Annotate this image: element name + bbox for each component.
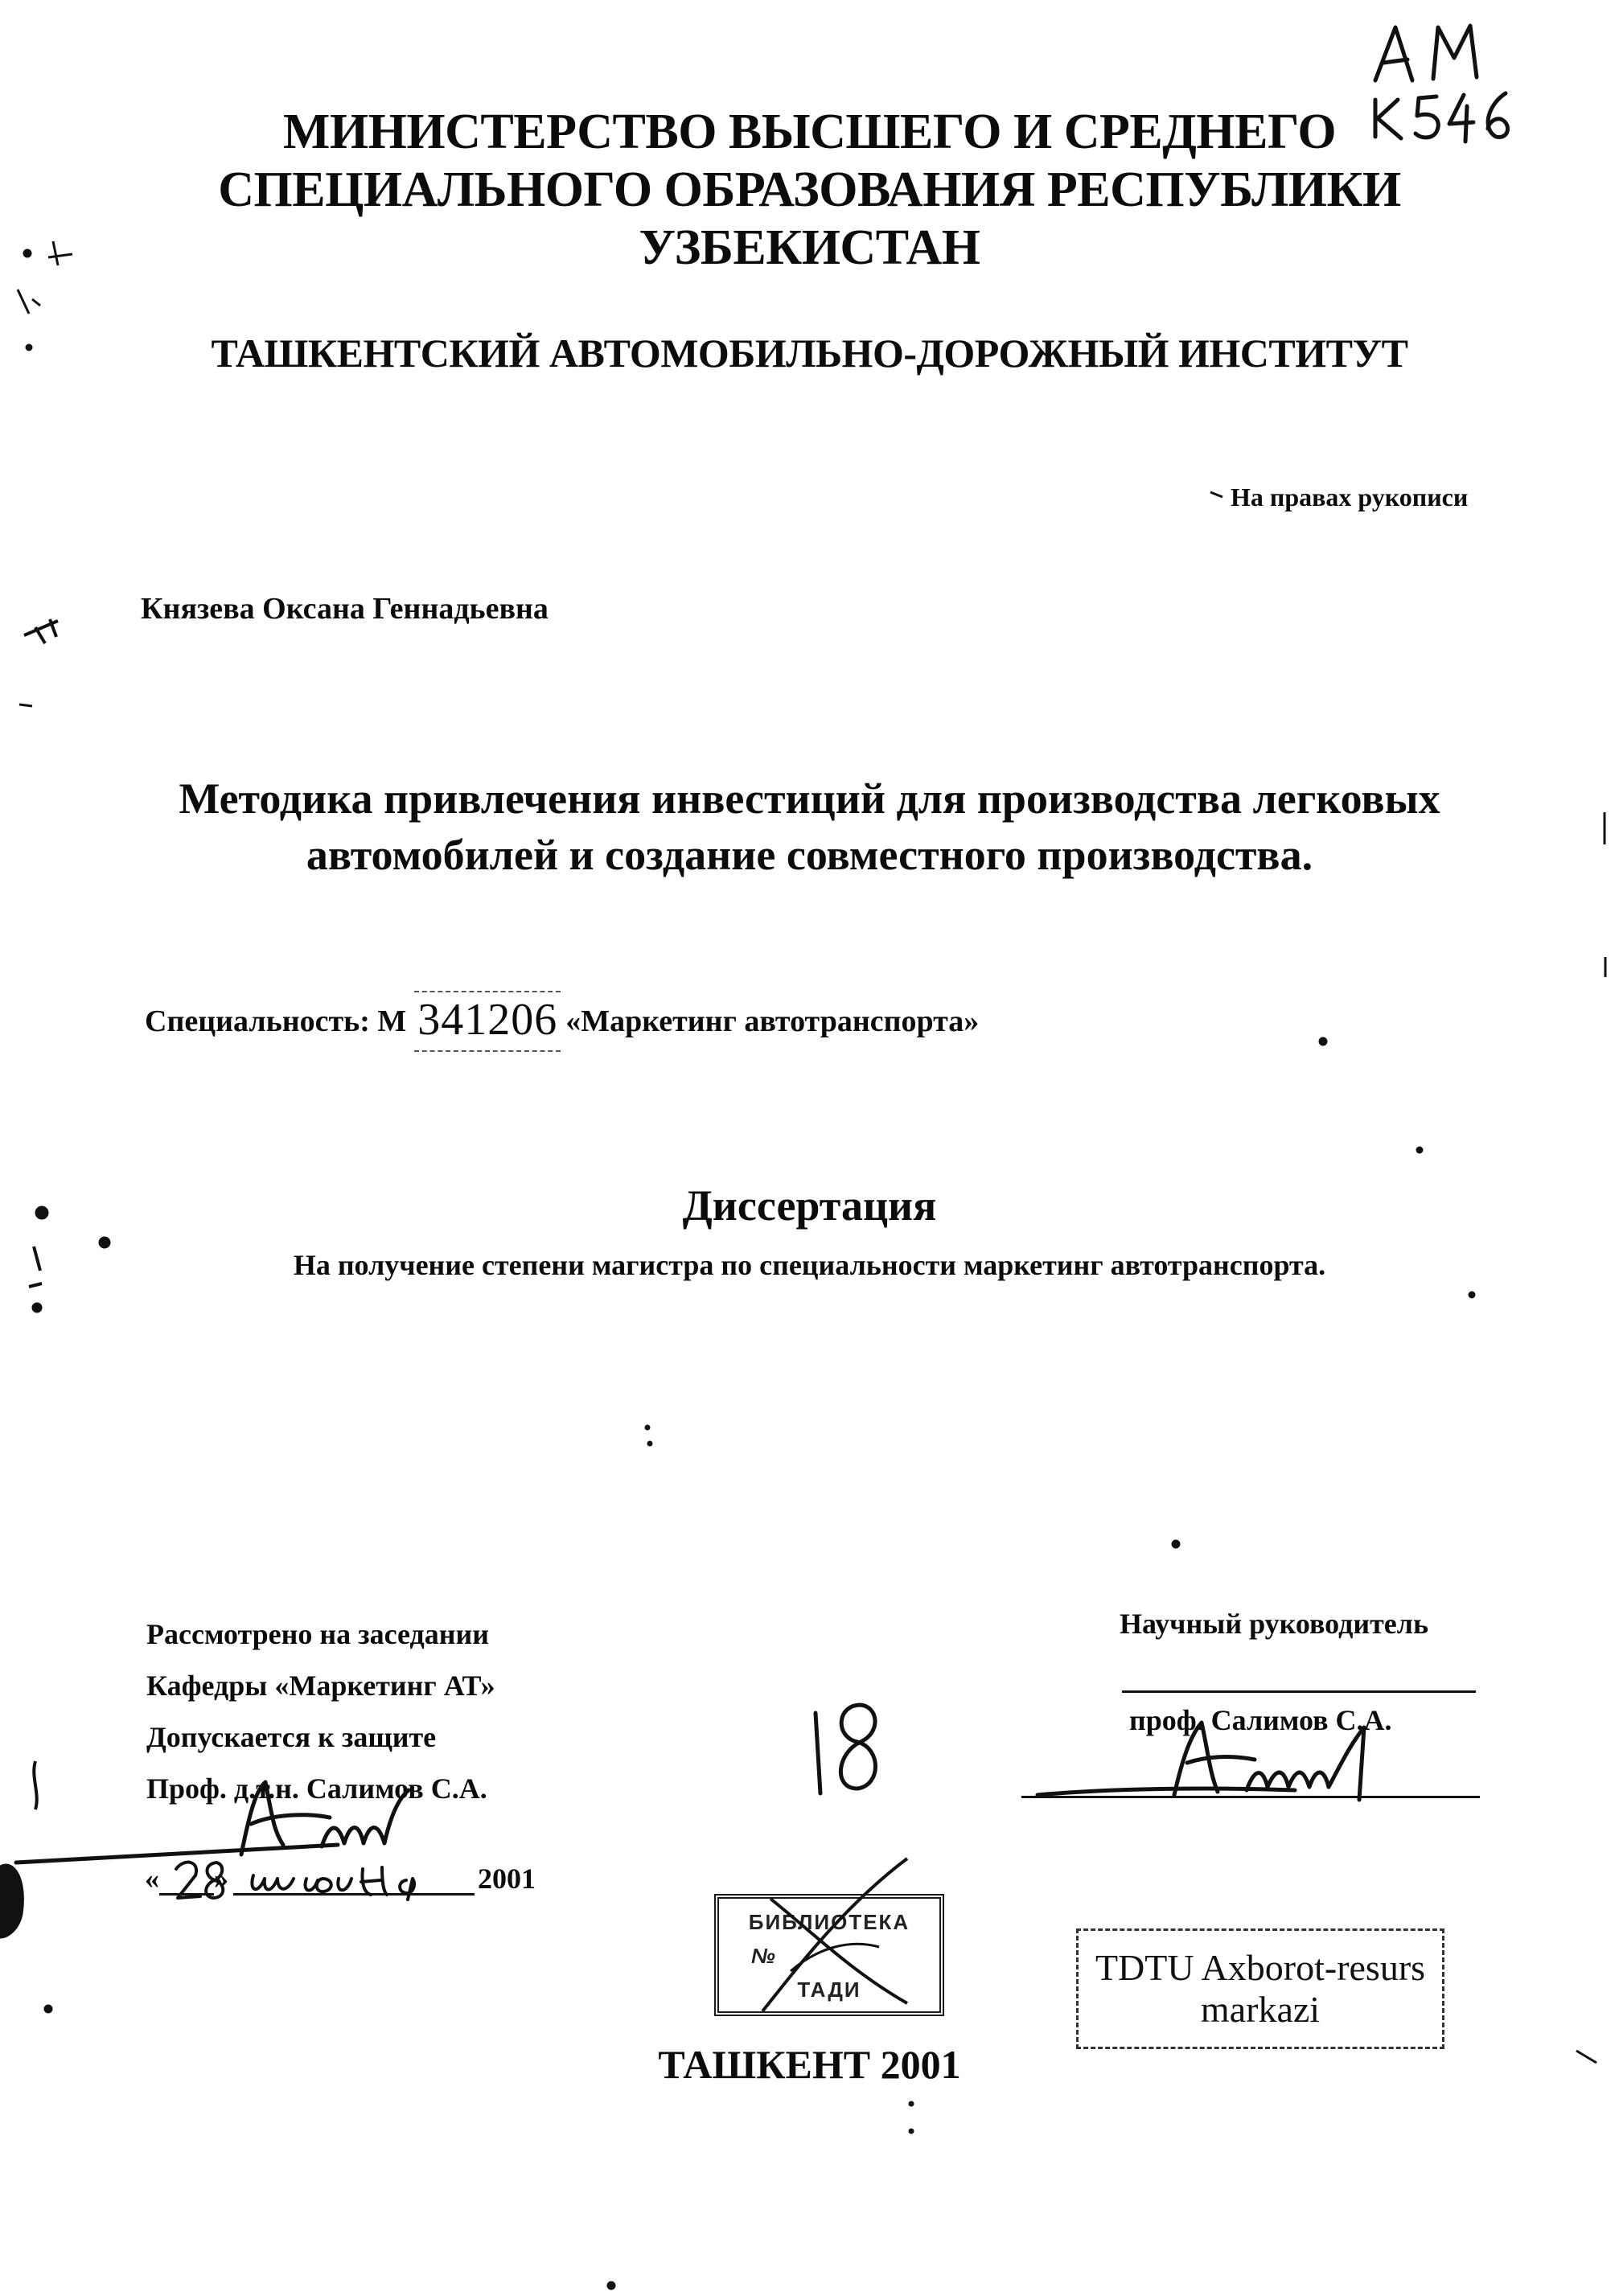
approval-line-4: Проф. д.т.н. Салимов С.А. xyxy=(146,1772,487,1805)
resource-stamp-line-2: markazi xyxy=(1200,1989,1321,2030)
supervisor-name: проф. Салимов С.А. xyxy=(1129,1704,1392,1736)
specialty-label: Специальность: М xyxy=(145,1004,407,1038)
specialty-code: 341206 xyxy=(414,991,561,1052)
date-close-quote: » xyxy=(214,1863,228,1895)
ministry-line-3: УЗБЕКИСТАН xyxy=(639,220,980,275)
thesis-title-line-1: Методика привлечения инвестиций для производства легковых xyxy=(179,774,1440,823)
author-name: Князева Оксана Геннадьевна xyxy=(141,592,549,626)
manuscript-note: На правах рукописи xyxy=(1231,483,1469,511)
city-year: ТАШКЕНТ 2001 xyxy=(658,2042,961,2087)
approval-line-3: Допускается к защите xyxy=(146,1721,437,1753)
library-stamp-line-3: ТАДИ xyxy=(797,1978,861,2002)
thesis-title-line-2: автомобилей и создание совместного производства. xyxy=(306,831,1313,879)
ministry-line-2: СПЕЦИАЛЬНОГО ОБРАЗОВАНИЯ РЕСПУБЛИКИ xyxy=(218,162,1401,217)
date-open-quote: « xyxy=(145,1863,159,1895)
specialty-name: «Маркетинг автотранспорта» xyxy=(565,1004,980,1038)
library-stamp-line-1: БИБЛИОТЕКА xyxy=(748,1910,910,1934)
degree-line: На получение степени магистра по специальности маркетинг автотранспорта. xyxy=(293,1249,1326,1281)
ministry-line-1: МИНИСТЕРСТВО ВЫСШЕГО И СРЕДНЕГО xyxy=(282,105,1337,159)
document-type: Диссертация xyxy=(682,1181,937,1230)
library-stamp-line-2: № xyxy=(751,1944,775,1968)
supervisor-label: Научный руководитель xyxy=(1120,1608,1428,1640)
approval-line-1: Рассмотрено на заседании xyxy=(146,1618,489,1650)
approval-line-2: Кафедры «Маркетинг АТ» xyxy=(146,1670,495,1702)
resource-stamp-line-1: TDTU Axborot-resurs xyxy=(1095,1947,1426,1988)
date-year: 2001 xyxy=(478,1863,536,1895)
institute-name: ТАШКЕНТСКИЙ АВТОМОБИЛЬНО-ДОРОЖНЫЙ ИНСТИТУТ xyxy=(211,331,1408,376)
